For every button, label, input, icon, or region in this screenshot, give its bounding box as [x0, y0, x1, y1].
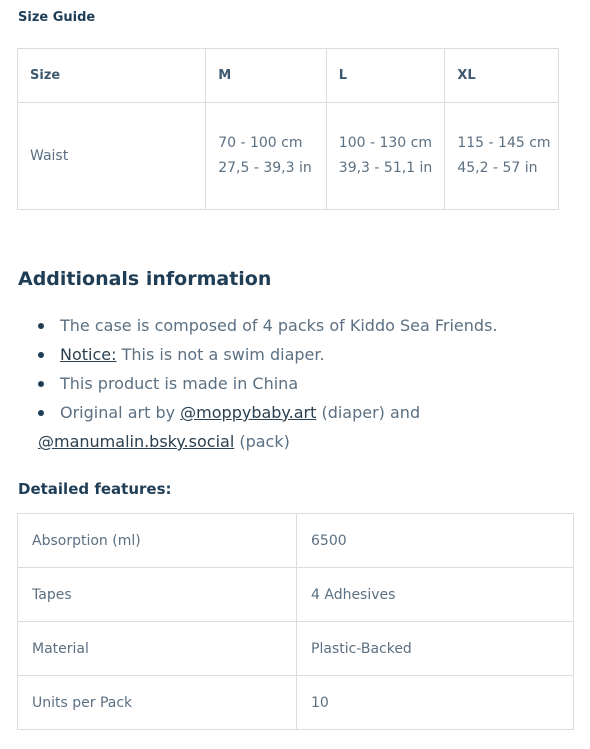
list-item [38, 369, 558, 398]
waist-l-cm: 100 - 130 cm [338, 135, 432, 151]
feature-label: Absorption (ml) [18, 514, 297, 568]
list-item-continuation [38, 427, 558, 456]
size-m-header: M [206, 49, 327, 103]
additional-info-title: Additionals information [18, 268, 272, 290]
feature-value: 10 [297, 676, 574, 730]
additional-info-list [38, 311, 558, 456]
waist-xl-in: 45,2 - 57 in [457, 160, 538, 176]
list-item [38, 340, 558, 369]
art-credit-prefix: Original art by [60, 403, 181, 422]
info-composition-text: The case is composed of 4 packs of Kiddo Sea Friends. [60, 316, 498, 335]
feature-label: Units per Pack [18, 676, 297, 730]
size-guide-table [17, 48, 559, 210]
features-table [17, 513, 574, 730]
waist-xl-cell [445, 103, 559, 210]
waist-row [18, 103, 559, 210]
size-l-header: L [326, 49, 445, 103]
size-xl-header: XL [445, 49, 559, 103]
feature-value: 6500 [297, 514, 574, 568]
notice-text: This is not a swim diaper. [116, 345, 325, 364]
size-guide-title: Size Guide [18, 10, 96, 25]
waist-m-cm: 70 - 100 cm [218, 135, 303, 151]
origin-text: This product is made in China [60, 374, 299, 393]
waist-xl-cm: 115 - 145 cm [457, 135, 551, 151]
feature-value: Plastic-Backed [297, 622, 574, 676]
art-credit-mid: (diaper) and [316, 403, 421, 422]
waist-m-cell [206, 103, 327, 210]
waist-l-in: 39,3 - 51,1 in [338, 160, 433, 176]
notice-link[interactable]: Notice: [60, 345, 117, 364]
table-row [18, 676, 574, 730]
size-header: Size [18, 49, 206, 103]
list-item [38, 398, 558, 427]
moppybaby-link[interactable]: @moppybaby.art [180, 403, 317, 422]
table-row [18, 568, 574, 622]
table-row [18, 622, 574, 676]
manumalin-link[interactable]: @manumalin.bsky.social [38, 432, 235, 451]
feature-value: 4 Adhesives [297, 568, 574, 622]
list-item [38, 311, 558, 340]
table-row [18, 514, 574, 568]
waist-m-in: 27,5 - 39,3 in [218, 160, 312, 176]
feature-label: Material [18, 622, 297, 676]
detailed-features-title: Detailed features: [18, 480, 172, 498]
art-credit-suffix: (pack) [234, 432, 290, 451]
waist-l-cell [326, 103, 445, 210]
feature-label: Tapes [18, 568, 297, 622]
waist-label: Waist [18, 103, 206, 210]
size-header-row [18, 49, 559, 103]
